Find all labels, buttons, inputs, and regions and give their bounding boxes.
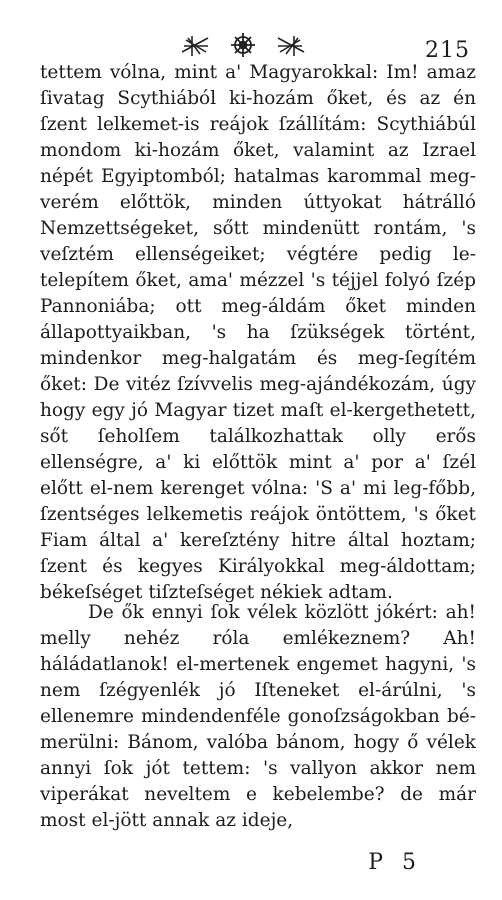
page-number: 215 (425, 38, 470, 63)
page-header (0, 20, 502, 63)
signature-mark: P 5 (368, 850, 422, 875)
floral-ornament-icon (178, 30, 308, 60)
body-paragraph-2 (40, 600, 476, 834)
body-paragraph-1 (40, 60, 476, 606)
paragraph-text: De ők ennyi ſok vélek közlött jókért: ah! melly nehéz róla emlékeznem? Ah! háládatlanok! el-mertenek engemet hagyni, 's nem ſzégyenlék jó Iſteneket el-árúlni, 's ellenemre mindendenféle gonoſzságokban bé-merülni: Bánom, valóba bánom, hogy ő vélek annyi ſok jót tettem: 's vallyon akkor nem viperákat neveltem e kebelembe? de már most el-jött annak az ideje, (40, 602, 476, 831)
paragraph-text: tettem vólna, mint a' Magyarokkal: Im! amaz ſivatag Scythiából ki-hozám őket, és az én ſzent lelkemet-is reájok ſzállítám: Scythiábúl mondom ki-hozám őket, valamint az Izrael népét Egyiptomból; hatalmas karommal meg-verém előttök, minden úttyokat hátrálló Nemzettségeket, sőtt mindenütt rontám, 's veſztém ellenségeiket; végtére pedig le-telepítem őket, ama' mézzel 's téjjel folyó ſzép Pannoniába; ott meg-áldám őket minden állapottyaikban, 's ha ſzükségek történt, mindenkor meg-halgatám és meg-ſegítém őket: De vitéz ſzívvelis meg-ajándékozám, úgy hogy egy jó Magyar tizet maſt el-kergethetett, sőt ſeholſem találkozhattak olly erős ellenségre, a' ki előttök mint a' por a' ſzél előtt el-nem kerenget vólna: 'S a' mi leg-főbb, ſzentséges lelkemetis reájok öntöttem, 's őket Fiam által a' kereſztény hitre által hoztam; ſzent és kegyes Királyokkal meg-áldottam; békeſséget tiſzteſséget nékiek adtam. (40, 62, 476, 603)
